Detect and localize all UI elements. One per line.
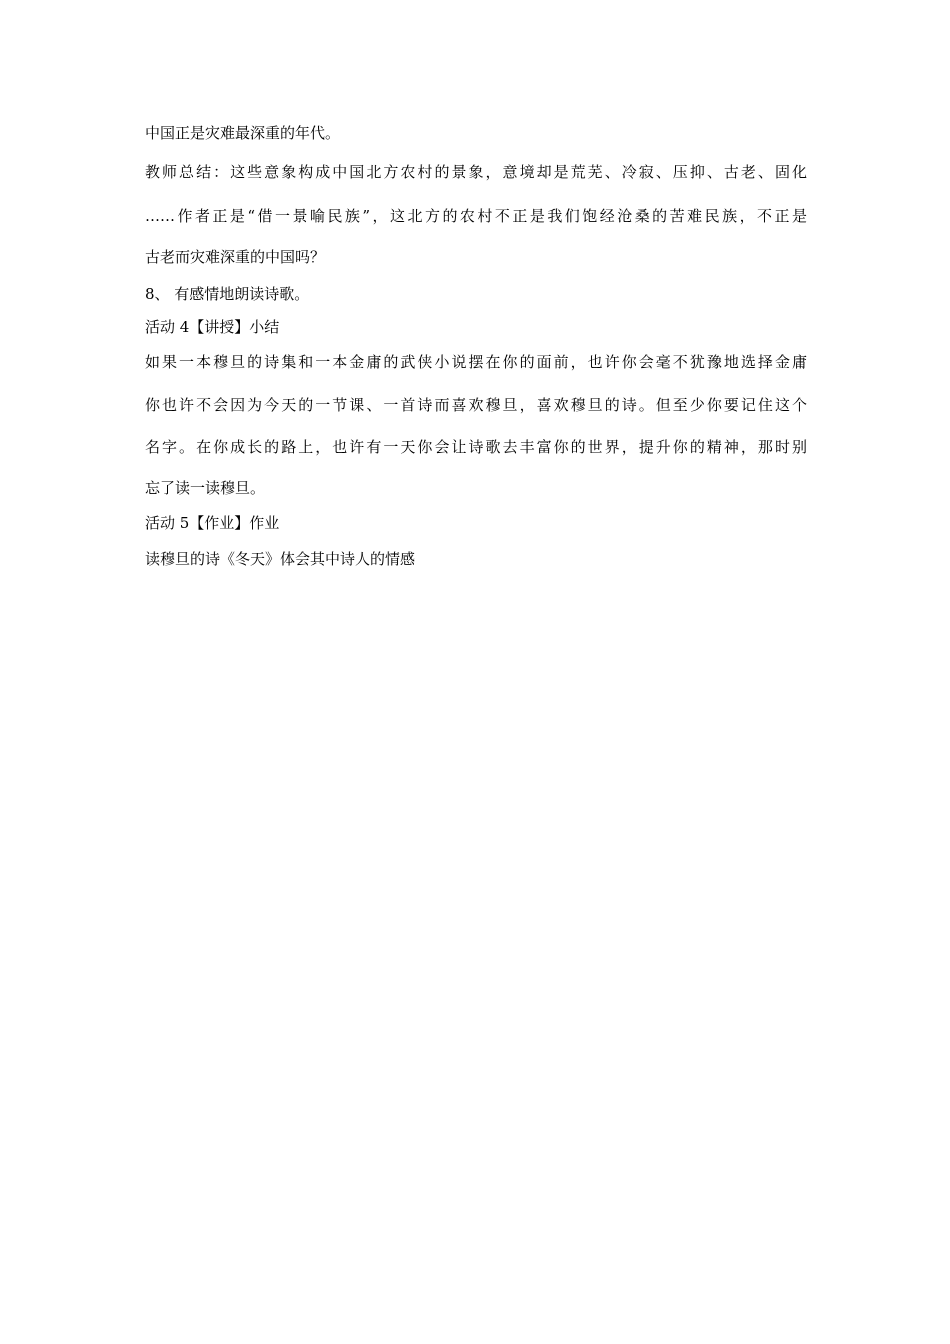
- activity-4-heading: 活动 4【讲授】小结: [145, 318, 280, 336]
- summary-paragraph-line-4: 忘了读一读穆旦。: [145, 479, 266, 497]
- teacher-summary-line-1: 教师总结：这些意象构成中国北方农村的景象，意境却是荒芜、冷寂、压抑、古老、固化: [145, 163, 807, 181]
- teacher-summary-line-3: 古老而灾难深重的中国吗？: [145, 248, 326, 266]
- activity-5-heading: 活动 5【作业】作业: [145, 514, 280, 532]
- summary-paragraph-line-1: 如果一本穆旦的诗集和一本金庸的武侠小说摆在你的面前，也许你会毫不犹豫地选择金庸: [145, 353, 807, 371]
- homework-line: 读穆旦的诗《冬天》体会其中诗人的情感: [145, 550, 416, 568]
- paragraph-line-1: 中国正是灾难最深重的年代。: [145, 124, 341, 142]
- teacher-summary-line-2: ……作者正是“借一景喻民族”，这北方的农村不正是我们饱经沧桑的苦难民族，不正是: [145, 207, 807, 225]
- summary-paragraph-line-2: 你也许不会因为今天的一节课、一首诗而喜欢穆旦，喜欢穆旦的诗。但至少你要记住这个: [145, 396, 807, 414]
- summary-paragraph-line-3: 名字。在你成长的路上，也许有一天你会让诗歌去丰富你的世界，提升你的精神，那时别: [145, 438, 807, 456]
- step-8-heading: 8、 有感情地朗读诗歌。: [145, 285, 310, 303]
